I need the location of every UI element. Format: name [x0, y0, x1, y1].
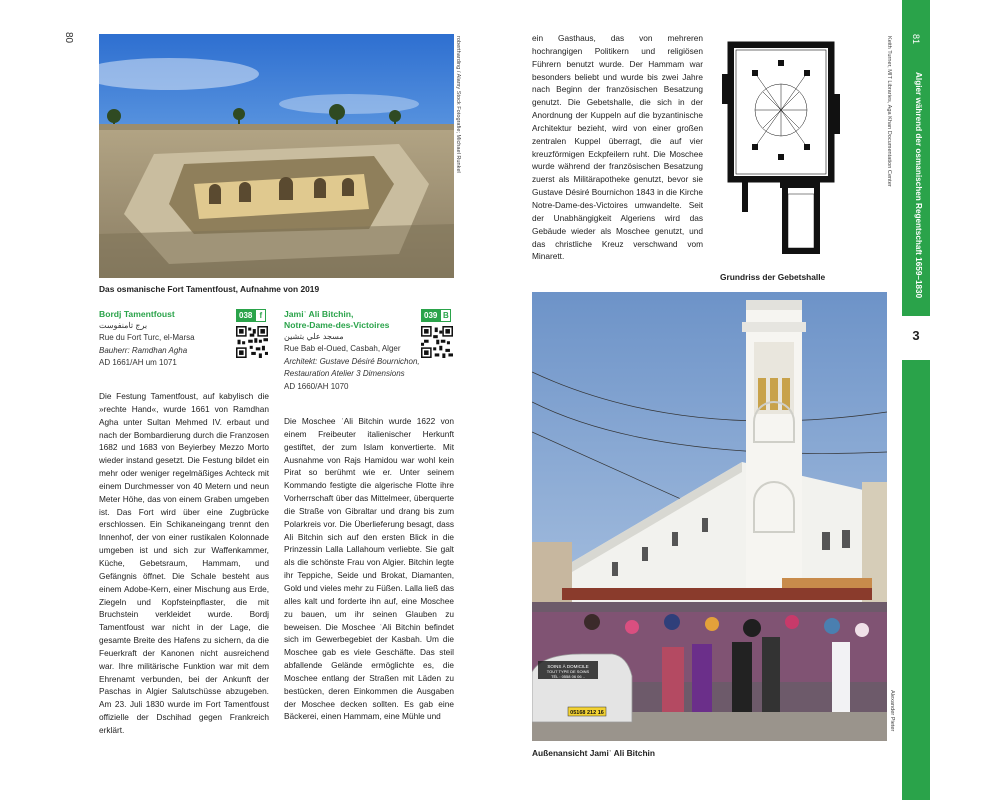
- ali-bitchin-mosque-photo: [532, 292, 887, 741]
- entry-039-number: 039: [421, 309, 440, 322]
- floor-plan-caption: Grundriss der Gebetshalle: [720, 272, 826, 282]
- entry-038-arabic-name: برج تامنفوست: [99, 321, 148, 330]
- entry-038-title: Bordj Tamentfoust: [99, 309, 175, 319]
- entry-039-architect: Architekt: Gustave Désiré Bournichon,: [284, 356, 420, 366]
- entry-038-address: Rue du Fort Turc, el-Marsa: [99, 333, 195, 343]
- fort-photo-caption: Das osmanische Fort Tamentfoust, Aufnahme von 2019: [99, 284, 320, 294]
- chapter-number: 3: [912, 328, 920, 343]
- car-sign-line2: TOUT TYPE DE SOINS: [546, 669, 590, 674]
- entry-038-number: 038: [236, 309, 255, 322]
- qr-code-icon[interactable]: [421, 326, 453, 358]
- entry-039-restoration: Restauration Atelier 3 Dimensions: [284, 369, 405, 379]
- mosque-photo-caption: Außenansicht Jamiʿ Ali Bitchin: [532, 748, 656, 758]
- license-plate: 05168 212 16: [570, 710, 604, 716]
- prayer-hall-floor-plan: [722, 34, 840, 262]
- entry-039-date: AD 1660/AH 1070: [284, 381, 349, 391]
- chapter-title: Algier während der osmanischen Regentschaft 1659–1830: [914, 72, 923, 299]
- qr-code-icon[interactable]: [236, 326, 268, 358]
- car-sign-line1: SOINS À DOMICILE: [547, 664, 589, 669]
- fort-photo-credit: robertharding / Alamy Stock Fotografie; Michael Runkel: [455, 36, 461, 173]
- entry-039-arabic-name: مسجد علي بتشين: [284, 332, 344, 341]
- page-number-right: 81: [911, 34, 921, 45]
- fort-category-icon: f: [255, 309, 266, 322]
- mosque-photo-credit: Alexander Pieter: [889, 690, 895, 732]
- building-category-icon: B: [440, 309, 451, 322]
- entry-039-body: Die Moschee ʿAli Bitchin wurde 1622 von einem Freibeuter italienischer Herkunft gestiftet, der zum Islam konvertierte. Mit Ausnahme von Rajs Hamidou war wohl kein Pirat so berühmt wie er. Unter seinem Kommando festigte die algerische Flotte ihre Vorherrschaft über das Mittelmeer, überquerte die Straße von Gibraltar und drang bis zum Polarkreis vor. Die Überlieferung besagt, dass Ali Bitchin sich auf den ersten Blick in die Prinzessin Lalla Lallahoum verliebte. Sie galt als die schönste Frau von Algier. Bitchin legte ihr Teppiche, Seide und Brokat, Diamanten, Gold und vieles mehr zu Füßen. Lalla ließ das alles kalt und forderte ihn auf, eine Moschee zu bauen, um ihr seinen Glauben zu beweisen. Die Moschee ʿAli Bitchin befindet sich im Gewerbegebiet der Kasbah. Um die Moschee gab es viele Geschäfte. Das steil abfallende Gelände ermöglichte es, die Moschee entlang der Straßen mit Läden zu bestücken, deren Einkommen die Ausgaben der Moschee decken sollten. Es gab eine Bäckerei, einen Hammam, eine Mühle und: [284, 416, 454, 722]
- page-number-left: 80: [63, 32, 74, 44]
- chapter-side-tab-lower: [902, 360, 930, 800]
- floor-plan-credit: Keith Turner, MIT Libraries, Aga Khan Documentation Center: [886, 36, 892, 187]
- entry-038-builder: Bauherr: Ramdhan Agha: [99, 345, 188, 355]
- entry-038-body: Die Festung Tamentfoust, auf kabylisch die »rechte Hand«, wurde 1661 von Ramdhan Agha unter Sultan Mehmed IV. erbaut und nach der Bombardierung durch die Franzosen 1682 und 1683 von Beyierbey Mezzo Morto wieder instand gesetzt. Die Festung bildet ein mehr oder weniger regelmäßiges Achteck mit einem Durchmesser von 40 Metern und neun Meter Höhe, das von einem Graben umgeben ist. Das Fort wird über eine Zugbrücke erschlossen. Ein Schikaneingang trennt den Innenhof, der von einer rustikalen Kolonnade umgeben ist und sich zur Waffenkammer, Küche, Gebetsraum, Hammam, und Gefängnis öffnet. Die Schale besteht aus einem Adobe-Kern, einer Mischung aus Erde, Ziegeln und Kopfsteinpflaster, die mit Bruchstein verkleidet wurde. Bordj Tamentfoust war nicht in der Lage, die gesamte Breite des Hafens zu sichern, da die Feuerkraft der Kanonen nicht ausreichend war. Ihre militärische Funktion war mit dem Ehrenamt verbunden, bei der Ankunft der Paschas in Algier Salutschüsse abzugeben. Am 23. Juli 1830 wurde im Fort Tamentfoust offizielle der Dschihad gegen Frankreich erklärt.: [99, 391, 269, 735]
- entry-039-body-continuation: ein Gasthaus, das von mehreren hochrangigen Politikern und religiösen Führern benutzt wurde. Der Hammam war besonders beliebt und wurde bis zwei Jahre nach Beginn der französischen Besatzung genutzt. Die Gebetshalle, die sich in der Anordnung der Kuppeln auf die byzantinische Architektur bezieht, wird von einer großen zentralen Kuppel überragt, die auf vier kreuzförmigen Eckpfeilern ruht. Die Moschee wurde während der französischen Besatzung zuerst als Militärapotheke genutzt, bevor sie Gustave Désiré Bournichon 1843 in die Kirche Notre-Dame-des-Victoires umwandelte. Seit der Unabhängigkeit Algeriens wird das Gebäude wieder als Moschee genutzt, und das christliche Kreuz verschwand vom Minarett.: [532, 33, 703, 262]
- entry-038-badge: [236, 309, 266, 322]
- car-sign-line3: TÉL : 0558 06 06 ..: [551, 674, 585, 679]
- fort-tamentfoust-photo: [99, 34, 454, 278]
- entry-039-title-line1: Jamiʿ Ali Bitchin,: [284, 309, 354, 319]
- entry-038-date: AD 1661/AH um 1071: [99, 358, 177, 368]
- entry-039-address: Rue Bab el-Oued, Casbah, Alger: [284, 344, 401, 354]
- entry-039-badge: [421, 309, 451, 322]
- entry-039-title-line2: Notre-Dame-des-Victoires: [284, 320, 390, 330]
